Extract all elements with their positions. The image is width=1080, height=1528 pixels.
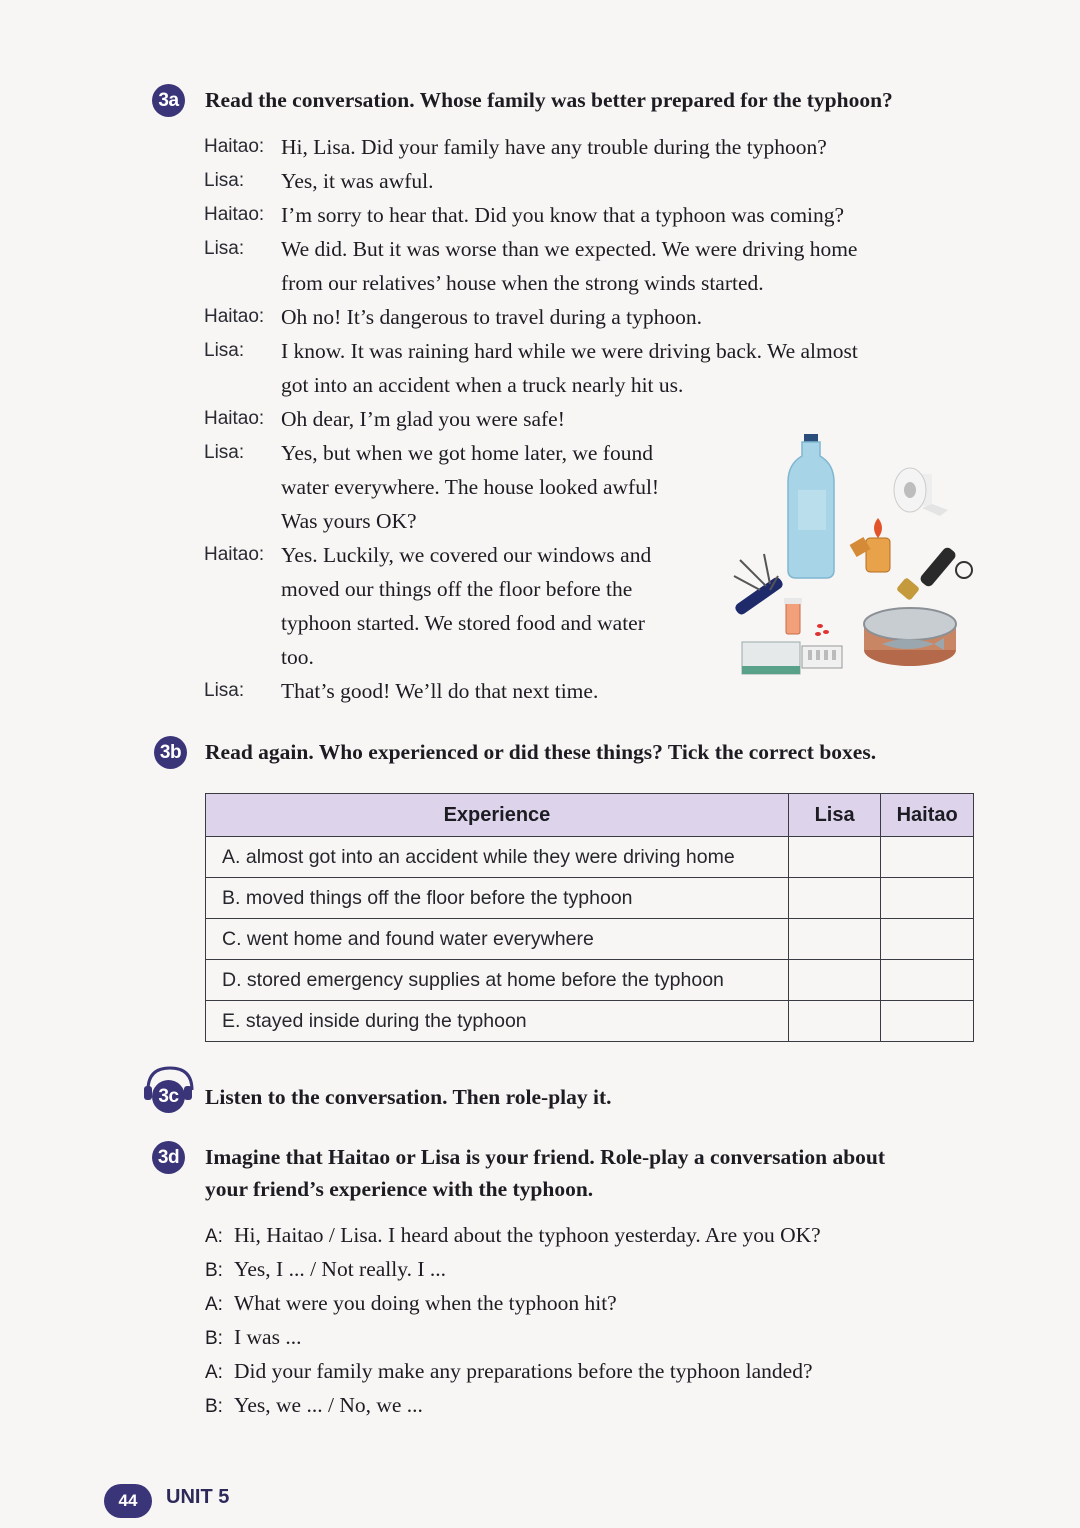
toilet-roll-icon xyxy=(894,468,948,516)
dialog-text: Yes. Luckily, we covered our windows and xyxy=(281,543,652,567)
dialog-text: That’s good! We’ll do that next time. xyxy=(281,679,599,703)
speaker-label: A: xyxy=(205,1294,223,1315)
speaker-label: Haitao: xyxy=(204,204,265,225)
speaker-label: Haitao: xyxy=(204,408,265,429)
dialog-line xyxy=(204,266,964,300)
lisa-tick-box[interactable] xyxy=(788,919,880,960)
dialog-text: too. xyxy=(281,645,314,669)
speaker-label: Haitao: xyxy=(204,136,265,157)
haitao-tick-box[interactable] xyxy=(881,837,974,878)
section-3c-instruction: Listen to the conversation. Then role-play it. xyxy=(205,1085,612,1109)
section-3b-badge: 3b xyxy=(154,736,187,769)
experience-table xyxy=(205,793,974,1042)
experience-cell xyxy=(206,960,789,1001)
lighter-icon xyxy=(850,518,890,572)
haitao-tick-box[interactable] xyxy=(881,1001,974,1042)
row-text: moved things off the floor before the typhoon xyxy=(245,886,633,909)
lisa-tick-box[interactable] xyxy=(788,960,880,1001)
section-3b-instruction: Read again. Who experienced or did these things? Tick the correct boxes. xyxy=(205,740,877,764)
lisa-tick-box[interactable] xyxy=(788,837,880,878)
speaker-label: B: xyxy=(205,1396,223,1417)
speaker-label: Haitao: xyxy=(204,544,265,565)
dialog-line xyxy=(204,232,964,266)
emergency-supplies-illustration xyxy=(720,430,980,680)
haitao-tick-box[interactable] xyxy=(881,878,974,919)
dialog-line xyxy=(204,164,964,198)
speaker-label: Lisa: xyxy=(204,170,245,191)
dialog-text: I’m sorry to hear that. Did you know that a typhoon was coming? xyxy=(281,203,845,227)
experience-cell xyxy=(206,837,789,878)
medicine-icon xyxy=(784,598,829,636)
roleplay-line xyxy=(205,1354,965,1390)
row-text: went home and found water everywhere xyxy=(246,927,594,950)
section-3c-badge: 3c xyxy=(152,1080,185,1113)
canned-fish-icon xyxy=(864,608,956,666)
water-bottle-icon xyxy=(788,434,834,578)
roleplay-text: Yes, we ... / No, we ... xyxy=(234,1393,423,1417)
roleplay-line xyxy=(205,1388,965,1424)
header-lisa: Lisa xyxy=(788,794,880,837)
roleplay-text: I was ... xyxy=(234,1325,302,1349)
speaker-label: Lisa: xyxy=(204,680,245,701)
dialog-text: I know. It was raining hard while we were driving back. We almost xyxy=(281,339,858,363)
roleplay-text: Did your family make any preparations before the typhoon landed? xyxy=(234,1359,813,1383)
page-number: 44 xyxy=(104,1484,152,1518)
unit-label: UNIT 5 xyxy=(166,1486,230,1508)
row-label: A. xyxy=(222,845,241,868)
experience-cell xyxy=(206,878,789,919)
roleplay-line xyxy=(205,1252,965,1288)
row-text: stored emergency supplies at home before the typhoon xyxy=(246,968,724,991)
dialog-text: moved our things off the floor before the xyxy=(281,577,633,601)
lisa-tick-box[interactable] xyxy=(788,1001,880,1042)
header-haitao: Haitao xyxy=(881,794,974,837)
roleplay-text: Hi, Haitao / Lisa. I heard about the typhoon yesterday. Are you OK? xyxy=(234,1223,821,1247)
table-header-row xyxy=(206,794,974,837)
experience-cell xyxy=(206,1001,789,1042)
section-3a-instruction: Read the conversation. Whose family was better prepared for the typhoon? xyxy=(205,88,893,112)
dialog-line xyxy=(204,130,964,164)
section-3d-instruction-line1: Imagine that Haitao or Lisa is your friend. Role-play a conversation about xyxy=(205,1145,886,1169)
dialog-text: We did. But it was worse than we expected. We were driving home xyxy=(281,237,858,261)
dialog-text: Oh no! It’s dangerous to travel during a typhoon. xyxy=(281,305,702,329)
table-row xyxy=(206,878,974,919)
roleplay-text: Yes, I ... / Not really. I ... xyxy=(234,1257,446,1281)
table-row xyxy=(206,837,974,878)
speaker-label: B: xyxy=(205,1260,223,1281)
section-3d-badge: 3d xyxy=(152,1141,185,1174)
dialog-text: got into an accident when a truck nearly hit us. xyxy=(281,373,684,397)
lisa-tick-box[interactable] xyxy=(788,878,880,919)
dialog-text: Yes, it was awful. xyxy=(281,169,434,193)
dialog-line xyxy=(204,300,964,334)
speaker-label: A: xyxy=(205,1362,223,1383)
experience-cell xyxy=(206,919,789,960)
roleplay-line xyxy=(205,1320,965,1356)
haitao-tick-box[interactable] xyxy=(881,960,974,1001)
dialog-text: typhoon started. We stored food and water xyxy=(281,611,645,635)
speaker-label: B: xyxy=(205,1328,223,1349)
section-3a-badge: 3a xyxy=(152,84,185,117)
table-row xyxy=(206,960,974,1001)
table-row xyxy=(206,919,974,960)
speaker-label: A: xyxy=(205,1226,223,1247)
dialog-text: Yes, but when we got home later, we found xyxy=(281,441,653,465)
flashlight-icon xyxy=(896,546,972,601)
dialog-text: water everywhere. The house looked awful! xyxy=(281,475,660,499)
row-text: almost got into an accident while they were driving home xyxy=(245,845,735,868)
header-experience: Experience xyxy=(206,794,789,837)
speaker-label: Lisa: xyxy=(204,442,245,463)
speaker-label: Lisa: xyxy=(204,238,245,259)
roleplay-line xyxy=(205,1286,965,1322)
row-text: stayed inside during the typhoon xyxy=(245,1009,527,1032)
row-label: C. xyxy=(222,927,242,950)
dialog-line xyxy=(204,198,964,232)
pocket-knife-icon xyxy=(733,554,784,616)
bandage-box-icon xyxy=(742,642,842,674)
roleplay-line xyxy=(205,1218,965,1254)
dialog-text: Hi, Lisa. Did your family have any trouble during the typhoon? xyxy=(281,135,827,159)
section-3d-instruction-line2: your friend’s experience with the typhoon. xyxy=(205,1177,594,1201)
dialog-text: Oh dear, I’m glad you were safe! xyxy=(281,407,565,431)
speaker-label: Haitao: xyxy=(204,306,265,327)
dialog-text: from our relatives’ house when the strong winds started. xyxy=(281,271,764,295)
row-label: B. xyxy=(222,886,241,909)
roleplay-text: What were you doing when the typhoon hit? xyxy=(234,1291,617,1315)
row-label: D. xyxy=(222,968,242,991)
dialog-line xyxy=(204,334,964,368)
dialog-text: Was yours OK? xyxy=(281,509,417,533)
table-row xyxy=(206,1001,974,1042)
haitao-tick-box[interactable] xyxy=(881,919,974,960)
dialog-line xyxy=(204,368,964,402)
row-label: E. xyxy=(222,1009,241,1032)
speaker-label: Lisa: xyxy=(204,340,245,361)
